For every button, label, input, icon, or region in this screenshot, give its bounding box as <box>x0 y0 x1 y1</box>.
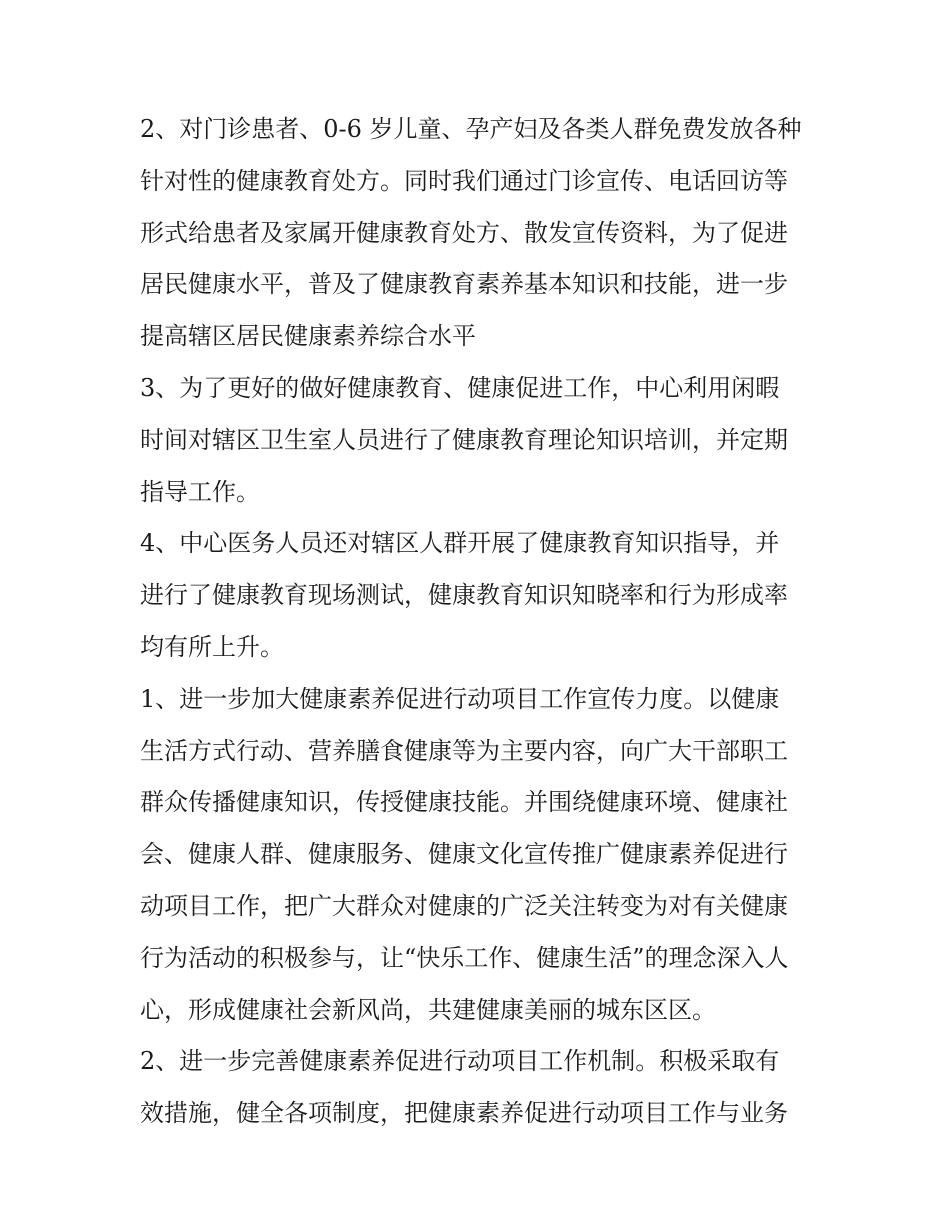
text-line: 会、健康人群、健康服务、健康文化宣传推广健康素养促进行 <box>140 840 788 869</box>
text-line: 4、中心医务人员还对辖区人群开展了健康教育知识指导，并 <box>140 529 780 558</box>
text-line: 行为活动的积极参与，让“快乐工作、健康生活”的理念深入人 <box>140 943 789 972</box>
text-line: 针对性的健康教育处方。同时我们通过门诊宣传、电话回访等 <box>140 166 788 195</box>
text-line: 群众传播健康知识，传授健康技能。并围绕健康环境、健康社 <box>140 788 788 817</box>
text-line: 均有所上升。 <box>140 632 284 661</box>
text-line: 效措施，健全各项制度，把健康素养促进行动项目工作与业务 <box>140 1099 788 1128</box>
text-line: 2、进一步完善健康素养促进行动项目工作机制。积极采取有 <box>140 1047 780 1076</box>
text-line: 3、为了更好的做好健康教育、健康促进工作，中心利用闲暇 <box>140 373 780 402</box>
text-line: 进行了健康教育现场测试，健康教育知识知晓率和行为形成率 <box>140 581 788 610</box>
text-line: 动项目工作，把广大群众对健康的广泛关注转变为对有关健康 <box>140 891 788 920</box>
text-line: 时间对辖区卫生室人员进行了健康教育理论知识培训，并定期 <box>140 425 788 454</box>
document-body <box>140 104 820 1140</box>
text-line: 指导工作。 <box>140 477 260 506</box>
text-line: 提高辖区居民健康素养综合水平 <box>140 322 476 351</box>
text-line: 形式给患者及家属开健康教育处方、散发宣传资料，为了促进 <box>140 218 788 247</box>
text-line: 心，形成健康社会新风尚，共建健康美丽的城东区区。 <box>140 995 716 1024</box>
text-line: 生活方式行动、营养膳食健康等为主要内容，向广大干部职工 <box>140 736 788 765</box>
text-line: 1、进一步加大健康素养促进行动项目工作宣传力度。以健康 <box>140 684 780 713</box>
text-line: 2、对门诊患者、0-6 岁儿童、孕产妇及各类人群免费发放各种 <box>140 115 802 143</box>
text-line: 居民健康水平，普及了健康教育素养基本知识和技能，进一步 <box>140 270 788 299</box>
